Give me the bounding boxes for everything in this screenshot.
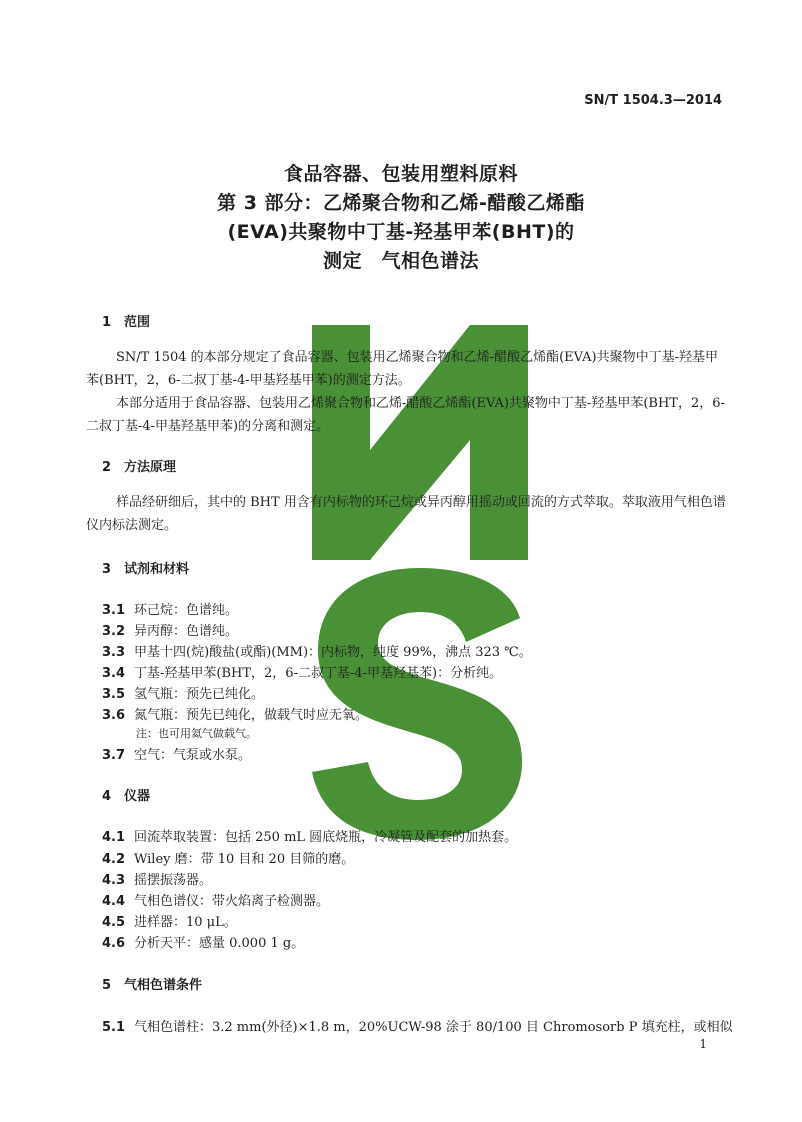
list-item: 3.6 氮气瓶：预先已纯化，做载气时应无氧。 [102, 708, 369, 723]
list-item: 3.4 丁基-羟基甲苯(BHT，2，6-二叔丁基-4-甲基羟基苯)：分析纯。 [102, 666, 503, 681]
title-line-2: 第 3 部分：乙烯聚合物和乙烯-醋酸乙烯酯 [217, 192, 585, 214]
list-item: 3.3 甲基十四(烷)酸盐(或酯)(MM)：内标物，纯度 99%，沸点 323 ℃。 [102, 645, 532, 660]
section-1-paragraph-2: 本部分适用于食品容器、包装用乙烯聚合物和乙烯-醋酸乙烯酯(EVA)共聚物中丁基-羟基甲苯(BHT，2，6-二叔丁基-4-甲基羟基甲苯)的分离和测定。 [86, 396, 725, 434]
section-1-paragraph-1: SN/T 1504 的本部分规定了食品容器、包装用乙烯聚合物和乙烯-醋酸乙烯酯(EVA)共聚物中丁基-羟基甲苯(BHT，2，6-二叔丁基-4-甲基羟基甲苯)的测定方法。 [86, 350, 718, 388]
list-item: 4.4 气相色谱仪：带火焰离子检测器。 [102, 894, 330, 909]
section-3-heading [102, 558, 189, 577]
list-item: 4.1 回流萃取装置：包括 250 mL 圆底烧瓶，冷凝管及配套的加热套。 [102, 830, 518, 845]
list-item: 5.1 气相色谱柱：3.2 mm(外径)×1.8 m，20%UCW-98 涂于 80/100 目 Chromosorb P 填充柱，或相似 [102, 1020, 733, 1035]
list-item: 4.2 Wiley 磨：带 10 目和 20 目筛的磨。 [102, 852, 355, 867]
section-title: 范围 [124, 315, 151, 330]
document-title [0, 160, 802, 276]
section-title: 方法原理 [124, 460, 177, 475]
list-item: 3.1 环己烷：色谱纯。 [102, 603, 239, 618]
list-item: 4.6 分析天平：感量 0.000 1 g。 [102, 936, 305, 951]
list-item: 3.2 异丙醇：色谱纯。 [102, 624, 239, 639]
page-number: 1 [699, 1037, 707, 1051]
section-2-paragraph-1: 样品经研细后，其中的 BHT 用含有内标物的环己烷或异丙醇用摇动或回流的方式萃取。萃取液用气相色谱仪内标法测定。 [86, 495, 726, 533]
section-4-heading [102, 785, 150, 804]
title-line-1: 食品容器、包装用塑料原料 [283, 163, 518, 185]
section-title: 仪器 [124, 789, 151, 804]
note: 注：也可用氦气做载气。 [136, 727, 257, 740]
section-number: 2 [102, 460, 112, 475]
section-title: 气相色谱条件 [124, 978, 203, 993]
section-number: 4 [102, 789, 112, 804]
section-title: 试剂和材料 [124, 562, 190, 577]
standard-code: SN/T 1504.3—2014 [584, 93, 722, 108]
section-5-heading [102, 974, 202, 993]
section-number: 3 [102, 562, 112, 577]
section-2-heading [102, 456, 176, 475]
list-item: 4.3 摇摆振荡器。 [102, 873, 213, 888]
list-item: 3.5 氢气瓶：预先已纯化。 [102, 687, 265, 702]
list-item: 4.5 进样器：10 μL。 [102, 915, 237, 930]
section-1-heading [102, 311, 150, 330]
title-line-4: 测定 气相色谱法 [322, 250, 479, 272]
section-number: 5 [102, 978, 112, 993]
section-number: 1 [102, 315, 112, 330]
title-line-3: (EVA)共聚物中丁基-羟基甲苯(BHT)的 [227, 221, 575, 243]
list-item: 3.7 空气：气泵或水泵。 [102, 748, 252, 763]
